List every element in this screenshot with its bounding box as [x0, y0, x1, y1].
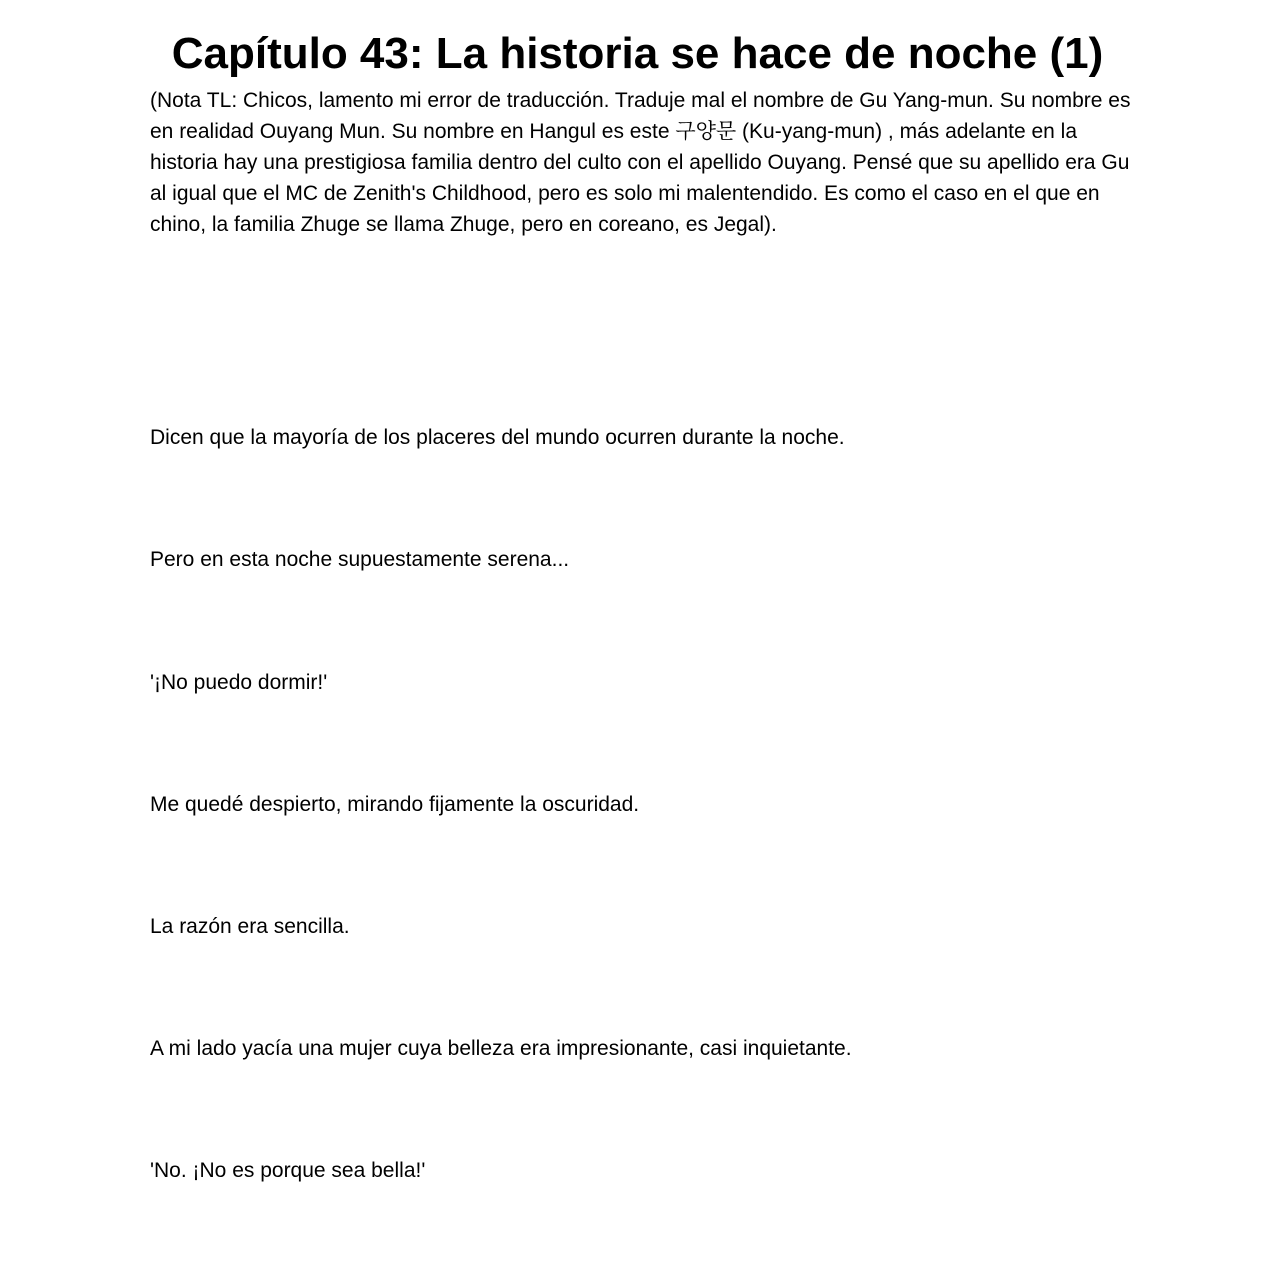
- paragraph: 'No. ¡No es porque sea bella!': [150, 1159, 426, 1182]
- paragraph: '¡No puedo dormir!': [150, 671, 328, 694]
- paragraph: Me quedé despierto, mirando fijamente la oscuridad.: [150, 793, 640, 816]
- paragraph: Dicen que la mayoría de los placeres del mundo ocurren durante la noche.: [150, 426, 845, 449]
- paragraph: A mi lado yacía una mujer cuya belleza era impresionante, casi inquietante.: [150, 1037, 852, 1060]
- chapter-title: Capítulo 43: La historia se hace de noche (1): [171, 29, 1104, 78]
- translator-note: (Nota TL: Chicos, lamento mi error de traducción. Traduje mal el nombre de Gu Yang-mun. Su nombre es en realidad Ouyang Mun. Su nombre en Hangul es este 구양문 (Ku-yang-mun) , más adelante en la historia hay una prestigiosa familia dentro del culto con el apellido Ouyang. Pensé que su apellido era Gu al igual que el MC de Zenith's Childhood, pero es solo mi malentendido. Es como el caso en el que en chino, la familia Zhuge se llama Zhuge, pero en coreano, es Jegal).: [150, 89, 1131, 236]
- paragraph: La razón era sencilla.: [150, 915, 350, 938]
- paragraph: Pero en esta noche supuestamente serena...: [150, 548, 570, 571]
